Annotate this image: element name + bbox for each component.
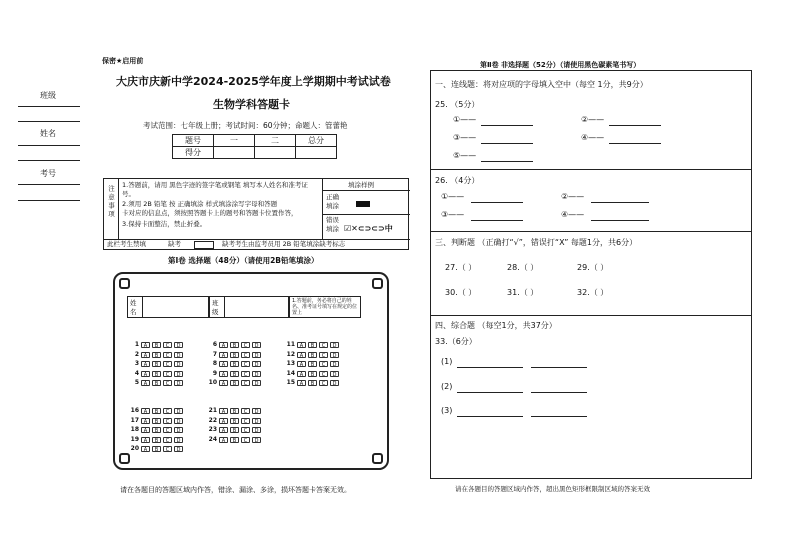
q33-label: 33.（6分） bbox=[435, 337, 477, 346]
notice-item-1: 1.答题前，请用 黑色字迹的签字笔或钢笔 填写本人姓名和准考证号。 bbox=[122, 181, 308, 198]
question-number: 6 bbox=[212, 341, 217, 348]
question-number: 24 bbox=[208, 435, 217, 443]
answer-option-b[interactable]: B bbox=[230, 371, 239, 377]
answer-option-c[interactable]: C bbox=[241, 437, 250, 443]
exam-no-label: 考号 bbox=[40, 169, 56, 178]
answer-option-a[interactable]: A bbox=[141, 380, 150, 386]
answer-option-b[interactable]: B bbox=[230, 437, 239, 443]
q25-label: 25. （5分） bbox=[435, 100, 480, 109]
answer-option-b[interactable]: B bbox=[230, 380, 239, 386]
judge-31[interactable]: 31.（ ） bbox=[507, 288, 539, 297]
answer-option-b[interactable]: B bbox=[308, 352, 317, 358]
judge-28[interactable]: 28.（ ） bbox=[507, 263, 539, 272]
question-number: 22 bbox=[208, 416, 217, 424]
missing-note: 缺考考生由监考员用 2B 铅笔填涂缺考标志 bbox=[222, 240, 346, 248]
answer-option-a[interactable]: A bbox=[141, 437, 150, 443]
correct-label: 正确填涂 bbox=[326, 193, 339, 210]
q26-blank-1[interactable] bbox=[471, 202, 523, 203]
q33-blank-3b[interactable] bbox=[531, 416, 587, 417]
answer-option-d[interactable]: D bbox=[330, 380, 339, 386]
corner-mark-tr bbox=[372, 278, 383, 289]
answer-option-d[interactable]: D bbox=[330, 361, 339, 367]
card-class-box[interactable] bbox=[209, 296, 289, 318]
secret-label: 保密★启用前 bbox=[102, 57, 144, 65]
card-class-label: 班级 bbox=[212, 299, 219, 316]
missing-label: 缺考 bbox=[168, 240, 181, 248]
answer-option-d[interactable]: D bbox=[174, 342, 183, 348]
q25-item-5: ⑤—— bbox=[453, 151, 477, 160]
answer-option-a[interactable]: A bbox=[141, 371, 150, 377]
answer-option-c[interactable]: C bbox=[163, 446, 172, 452]
question-number: 1 bbox=[134, 341, 139, 348]
exam-no-field-2 bbox=[18, 200, 80, 201]
corner-mark-br bbox=[372, 453, 383, 464]
name-field-2 bbox=[18, 160, 80, 161]
answer-option-b[interactable]: B bbox=[152, 361, 161, 367]
q26-item-3: ③—— bbox=[441, 210, 465, 219]
answer-option-d[interactable]: D bbox=[252, 361, 261, 367]
part1-footer: 请在各题目的答题区域内作答，错涂、漏涂、多涂，损坏答题卡答案无效。 bbox=[120, 486, 351, 494]
card-note: 1.答题前，务必将自己的姓名、准考证号填写在规定的位置上 bbox=[292, 298, 358, 316]
q25-blank-3[interactable] bbox=[481, 143, 533, 144]
notice-side-label: 注意事项 bbox=[107, 185, 115, 219]
q33-item-1: (1) bbox=[441, 357, 453, 366]
answer-card bbox=[113, 272, 389, 470]
question-number: 4 bbox=[134, 369, 139, 377]
answer-option-b[interactable]: B bbox=[308, 371, 317, 377]
sec3-title: 三、判断题 （正确打“√”，错误打“X” 每题1分，共6分） bbox=[435, 238, 638, 247]
q26-item-1: ①—— bbox=[441, 192, 465, 201]
answer-option-c[interactable]: C bbox=[241, 427, 250, 433]
answer-option-d[interactable]: D bbox=[252, 380, 261, 386]
question-number: 7 bbox=[212, 350, 217, 358]
answer-option-c[interactable]: C bbox=[241, 371, 250, 377]
answer-option-a[interactable]: A bbox=[297, 371, 306, 377]
answer-option-d[interactable]: D bbox=[252, 371, 261, 377]
answer-option-c[interactable]: C bbox=[163, 437, 172, 443]
q25-item-4: ④—— bbox=[581, 133, 605, 142]
question-number: 2 bbox=[134, 350, 139, 358]
notice-item-4: 3.保持卡面整洁，禁止折叠。 bbox=[122, 220, 207, 228]
q25-item-1: ①—— bbox=[453, 115, 477, 124]
answer-option-c[interactable]: C bbox=[319, 352, 328, 358]
question-number: 5 bbox=[134, 379, 139, 386]
answer-option-d[interactable]: D bbox=[330, 342, 339, 348]
answer-option-d[interactable]: D bbox=[252, 352, 261, 358]
question-number: 9 bbox=[212, 369, 217, 377]
q33-item-2: (2) bbox=[441, 382, 453, 391]
question-number: 16 bbox=[130, 407, 139, 414]
sec4-title: 四、综合题 （每空1分，共37分） bbox=[435, 321, 557, 330]
card-name-box[interactable] bbox=[127, 296, 209, 318]
answer-option-a[interactable]: A bbox=[219, 408, 228, 414]
part2-footer: 请在各题目的答题区域内作答，超出黑色矩形框限制区域的答案无效 bbox=[455, 485, 650, 493]
q33-blank-1b[interactable] bbox=[531, 367, 587, 368]
sample-title: 填涂样例 bbox=[348, 181, 374, 189]
answer-option-a[interactable]: A bbox=[297, 342, 306, 348]
question-number: 15 bbox=[286, 379, 295, 386]
part2-title: 第Ⅱ卷 非选择题（52分）（请使用黑色碳素笔书写） bbox=[480, 61, 641, 69]
answer-option-d[interactable]: D bbox=[174, 408, 183, 414]
exam-no-field[interactable] bbox=[18, 184, 80, 185]
correct-sample-mark bbox=[356, 201, 370, 207]
q26-item-4: ④—— bbox=[561, 210, 585, 219]
answer-option-a[interactable]: A bbox=[141, 342, 150, 348]
answer-option-c[interactable]: C bbox=[163, 352, 172, 358]
corner-mark-tl bbox=[119, 278, 130, 289]
answer-option-b[interactable]: B bbox=[152, 418, 161, 424]
question-number: 23 bbox=[208, 426, 217, 433]
answer-option-d[interactable]: D bbox=[252, 408, 261, 414]
score-cell-1[interactable] bbox=[214, 147, 255, 159]
notice-item-3: 卡对应的信息点，须按照答题卡上的题号和答题卡位置作答， bbox=[122, 209, 298, 217]
answer-option-d[interactable]: D bbox=[174, 418, 183, 424]
answer-option-b[interactable]: B bbox=[152, 352, 161, 358]
q33-blank-3a[interactable] bbox=[457, 416, 523, 417]
score-cell-total[interactable] bbox=[296, 147, 337, 159]
q33-item-3: (3) bbox=[441, 406, 453, 415]
answer-option-b[interactable]: B bbox=[152, 437, 161, 443]
answer-option-d[interactable]: D bbox=[252, 437, 261, 443]
answer-option-a[interactable]: A bbox=[219, 361, 228, 367]
answer-option-c[interactable]: C bbox=[319, 371, 328, 377]
q25-item-2: ②—— bbox=[581, 115, 605, 124]
answer-option-c[interactable]: C bbox=[163, 418, 172, 424]
part2-box bbox=[430, 70, 752, 479]
sec1-title: 一、连线题：将对应项的字母填入空中（每空 1分，共9分） bbox=[435, 80, 648, 89]
name-label: 姓名 bbox=[40, 129, 56, 138]
exam-title: 大庆市庆新中学2024-2025学年度上学期期中考试试卷 bbox=[116, 75, 391, 88]
answer-option-b[interactable]: B bbox=[308, 380, 317, 386]
answer-option-c[interactable]: C bbox=[241, 352, 250, 358]
question-number: 19 bbox=[130, 435, 139, 443]
q25-blank-2[interactable] bbox=[609, 125, 661, 126]
answer-option-a[interactable]: A bbox=[141, 418, 150, 424]
answer-option-a[interactable]: A bbox=[141, 446, 150, 452]
q25-blank-4[interactable] bbox=[609, 143, 661, 144]
answer-option-c[interactable]: C bbox=[163, 371, 172, 377]
wrong-label: 错误填涂 bbox=[326, 216, 339, 233]
exam-info: 考试范围：七年级上册；考试时间：60分钟；命题人：管蕾艳 bbox=[143, 121, 348, 130]
q25-blank-5[interactable] bbox=[481, 161, 533, 162]
question-number: 12 bbox=[286, 350, 295, 358]
q26-blank-3[interactable] bbox=[471, 220, 523, 221]
score-head-total: 总分 bbox=[296, 135, 337, 147]
answer-option-c[interactable]: C bbox=[241, 418, 250, 424]
absent-label: 此栏考生禁填 bbox=[107, 240, 146, 248]
answer-option-b[interactable]: B bbox=[152, 342, 161, 348]
score-table bbox=[172, 134, 337, 159]
answer-option-d[interactable]: D bbox=[174, 446, 183, 452]
answer-option-b[interactable]: B bbox=[152, 408, 161, 414]
answer-option-c[interactable]: C bbox=[241, 408, 250, 414]
question-number: 11 bbox=[286, 341, 295, 348]
answer-option-b[interactable]: B bbox=[152, 427, 161, 433]
answer-option-d[interactable]: D bbox=[174, 437, 183, 443]
question-number: 17 bbox=[130, 416, 139, 424]
judge-29[interactable]: 29.（ ） bbox=[577, 263, 609, 272]
q26-blank-4[interactable] bbox=[591, 220, 649, 221]
score-cell-2[interactable] bbox=[255, 147, 296, 159]
answer-option-a[interactable]: A bbox=[141, 427, 150, 433]
q25-item-3: ③—— bbox=[453, 133, 477, 142]
answer-option-a[interactable]: A bbox=[141, 352, 150, 358]
answer-option-b[interactable]: B bbox=[230, 408, 239, 414]
judge-30[interactable]: 30.（ ） bbox=[445, 288, 477, 297]
answer-option-c[interactable]: C bbox=[163, 427, 172, 433]
judge-27[interactable]: 27.（ ） bbox=[445, 263, 477, 272]
answer-option-d[interactable]: D bbox=[174, 371, 183, 377]
answer-option-a[interactable]: A bbox=[219, 437, 228, 443]
answer-option-c[interactable]: C bbox=[163, 361, 172, 367]
answer-option-a[interactable]: A bbox=[141, 408, 150, 414]
answer-option-a[interactable]: A bbox=[141, 361, 150, 367]
class-label: 班级 bbox=[40, 91, 56, 100]
part1-title: 第Ⅰ卷 选择题（48分）（请使用2B铅笔填涂） bbox=[168, 256, 319, 265]
notice-box bbox=[103, 178, 409, 250]
answer-option-d[interactable]: D bbox=[174, 352, 183, 358]
answer-option-c[interactable]: C bbox=[241, 361, 250, 367]
question-number: 10 bbox=[208, 379, 217, 386]
answer-option-d[interactable]: D bbox=[174, 380, 183, 386]
q33-blank-2b[interactable] bbox=[531, 392, 587, 393]
answer-option-b[interactable]: B bbox=[230, 427, 239, 433]
answer-option-d[interactable]: D bbox=[252, 418, 261, 424]
card-note-box bbox=[289, 296, 361, 318]
score-head-2: 二 bbox=[255, 135, 296, 147]
answer-option-b[interactable]: B bbox=[308, 342, 317, 348]
answer-option-b[interactable]: B bbox=[152, 446, 161, 452]
answer-option-b[interactable]: B bbox=[230, 342, 239, 348]
class-field-2 bbox=[18, 121, 80, 122]
class-field[interactable] bbox=[18, 106, 80, 107]
q33-blank-1a[interactable] bbox=[457, 367, 523, 368]
answer-option-a[interactable]: A bbox=[219, 427, 228, 433]
question-number: 13 bbox=[286, 360, 295, 367]
answer-option-a[interactable]: A bbox=[297, 380, 306, 386]
card-name-label: 姓名 bbox=[130, 299, 137, 316]
answer-option-c[interactable]: C bbox=[241, 342, 250, 348]
answer-option-b[interactable]: B bbox=[230, 361, 239, 367]
answer-option-c[interactable]: C bbox=[163, 342, 172, 348]
q25-blank-1[interactable] bbox=[481, 125, 533, 126]
score-row-label: 得分 bbox=[173, 147, 214, 159]
answer-option-c[interactable]: C bbox=[163, 408, 172, 414]
answer-option-b[interactable]: B bbox=[230, 418, 239, 424]
question-number: 3 bbox=[134, 360, 139, 367]
missing-checkbox[interactable] bbox=[194, 241, 214, 249]
q26-label: 26. （4分） bbox=[435, 176, 480, 185]
judge-32[interactable]: 32.（ ） bbox=[577, 288, 609, 297]
answer-option-d[interactable]: D bbox=[330, 352, 339, 358]
q26-item-2: ②—— bbox=[561, 192, 585, 201]
answer-option-d[interactable]: D bbox=[252, 427, 261, 433]
question-number: 14 bbox=[286, 369, 295, 377]
score-head-label: 题号 bbox=[173, 135, 214, 147]
question-number: 8 bbox=[212, 360, 217, 367]
answer-option-c[interactable]: C bbox=[163, 380, 172, 386]
exam-subtitle: 生物学科答题卡 bbox=[213, 98, 290, 111]
question-number: 20 bbox=[130, 445, 139, 452]
answer-option-a[interactable]: A bbox=[219, 342, 228, 348]
q26-blank-2[interactable] bbox=[591, 202, 649, 203]
answer-option-d[interactable]: D bbox=[330, 371, 339, 377]
answer-option-b[interactable]: B bbox=[152, 380, 161, 386]
answer-option-c[interactable]: C bbox=[241, 380, 250, 386]
answer-option-d[interactable]: D bbox=[174, 427, 183, 433]
name-field[interactable] bbox=[18, 145, 80, 146]
answer-option-c[interactable]: C bbox=[319, 380, 328, 386]
answer-option-b[interactable]: B bbox=[152, 371, 161, 377]
wrong-sample-marks: ☑✕⊂⊃⊂⊃中 bbox=[344, 224, 393, 233]
answer-option-a[interactable]: A bbox=[219, 352, 228, 358]
question-number: 18 bbox=[130, 426, 139, 433]
answer-option-c[interactable]: C bbox=[319, 342, 328, 348]
answer-option-a[interactable]: A bbox=[219, 371, 228, 377]
answer-option-a[interactable]: A bbox=[219, 418, 228, 424]
answer-option-c[interactable]: C bbox=[319, 361, 328, 367]
notice-item-2: 2.须用 2B 铅笔 按 正确填涂 样式填涂涂写字母和答题 bbox=[122, 200, 278, 208]
answer-option-d[interactable]: D bbox=[252, 342, 261, 348]
answer-option-a[interactable]: A bbox=[297, 361, 306, 367]
answer-option-a[interactable]: A bbox=[297, 352, 306, 358]
question-number: 21 bbox=[208, 407, 217, 414]
answer-option-a[interactable]: A bbox=[219, 380, 228, 386]
corner-mark-bl bbox=[119, 453, 130, 464]
answer-option-b[interactable]: B bbox=[230, 352, 239, 358]
score-head-1: 一 bbox=[214, 135, 255, 147]
answer-option-b[interactable]: B bbox=[308, 361, 317, 367]
answer-option-d[interactable]: D bbox=[174, 361, 183, 367]
q33-blank-2a[interactable] bbox=[457, 392, 523, 393]
